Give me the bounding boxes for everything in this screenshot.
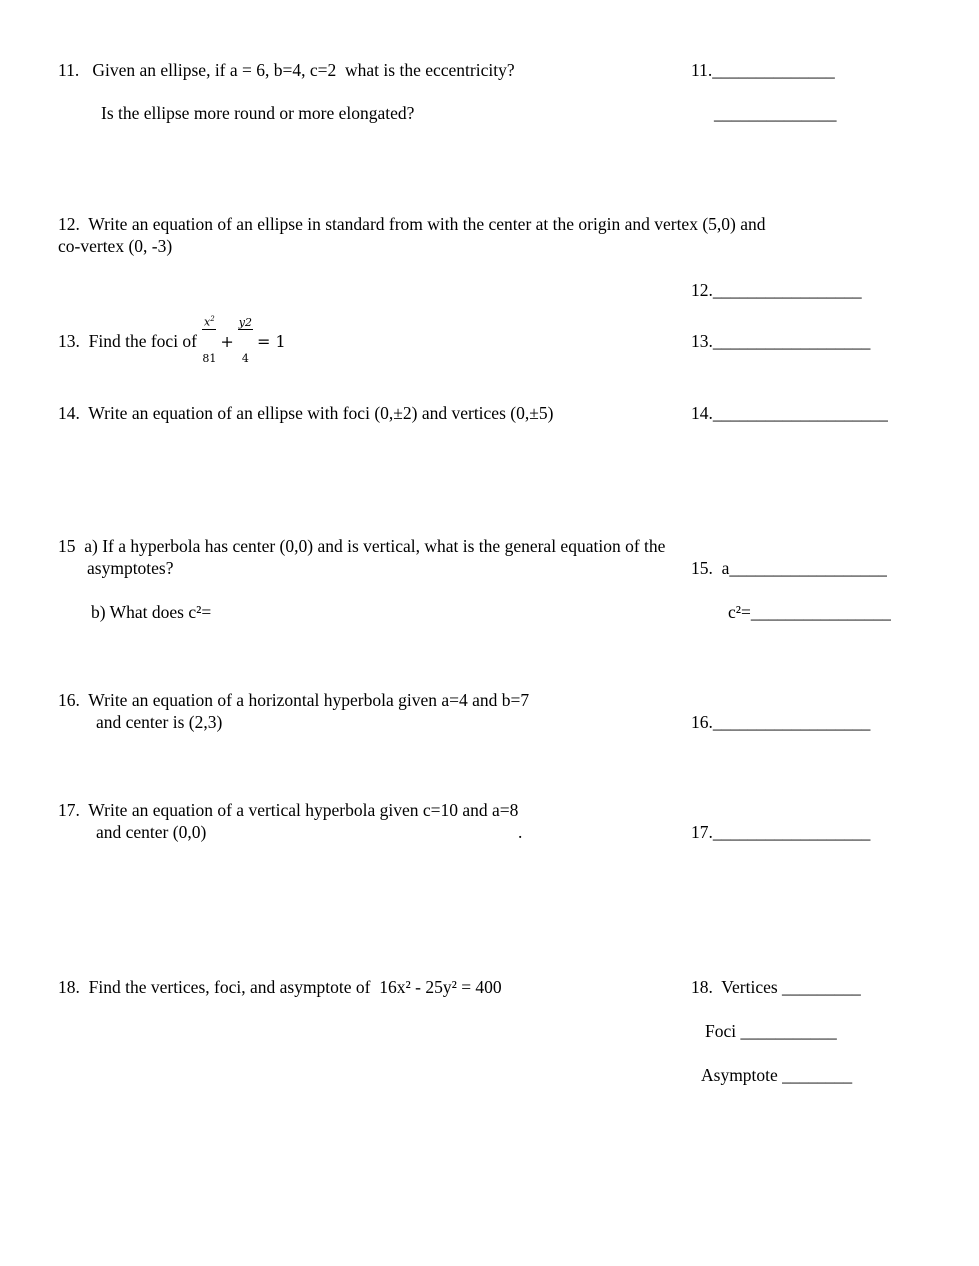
answer-blank-17: 17.__________________	[691, 822, 871, 842]
question-15-line2: asymptotes?	[87, 558, 174, 578]
answer-blank-18-asymptote: Asymptote ________	[701, 1065, 853, 1085]
question-13-label: 13. Find the foci of	[58, 331, 202, 352]
answer-blank-18-vertices: 18. Vertices _________	[691, 977, 861, 997]
question-15-line1: 15 a) If a hyperbola has center (0,0) and is vertical, what is the general equation of the	[58, 536, 666, 556]
fraction-1-exponent: 2	[210, 315, 215, 324]
question-17-line1: 17. Write an equation of a vertical hyperbola given c=10 and a=8	[58, 800, 519, 820]
question-12-line2: co-vertex (0, -3)	[58, 236, 173, 256]
equals-one: = 1	[257, 332, 286, 351]
plus-sign: +	[220, 332, 234, 351]
question-17-line2: and center (0,0)	[96, 822, 207, 842]
question-11-text: 11. Given an ellipse, if a = 6, b=4, c=2 what is the eccentricity?	[58, 60, 515, 80]
answer-blank-16: 16.__________________	[691, 712, 871, 732]
fraction-2-denominator: 4	[241, 351, 249, 365]
fraction-2-numerator: y2	[238, 315, 253, 329]
question-14-text: 14. Write an equation of an ellipse with foci (0,±2) and vertices (0,±5)	[58, 403, 554, 423]
fraction-y2-over-4	[238, 295, 253, 386]
answer-blank-18-foci: Foci ___________	[705, 1021, 837, 1041]
answer-blank-12: 12._________________	[691, 280, 862, 300]
question-15-part-b: b) What does c²=	[91, 602, 212, 622]
question-16-line2: and center is (2,3)	[96, 712, 223, 732]
question-16-line1: 16. Write an equation of a horizontal hyperbola given a=4 and b=7	[58, 690, 530, 710]
answer-blank-14: 14.____________________	[691, 403, 888, 423]
question-18-text: 18. Find the vertices, foci, and asymptote of 16x² - 25y² = 400	[58, 977, 502, 997]
question-13-text	[58, 315, 289, 365]
question-12-line1: 12. Write an equation of an ellipse in standard from with the center at the origin and vertex (5,0) and	[58, 214, 766, 234]
answer-blank-13: 13.__________________	[691, 331, 871, 351]
answer-blank-11: 11.______________	[691, 60, 835, 80]
answer-blank-15a: 15. a__________________	[691, 558, 887, 578]
answer-blank-15b: c²=________________	[728, 602, 891, 622]
fraction-x2-over-81	[202, 294, 216, 386]
fraction-1-numerator: x	[204, 315, 211, 329]
fraction-1-denominator: 81	[202, 351, 217, 365]
stray-dot: .	[518, 822, 523, 842]
answer-blank-11b: ______________	[714, 103, 837, 123]
question-11-subtext: Is the ellipse more round or more elongated?	[101, 103, 415, 123]
